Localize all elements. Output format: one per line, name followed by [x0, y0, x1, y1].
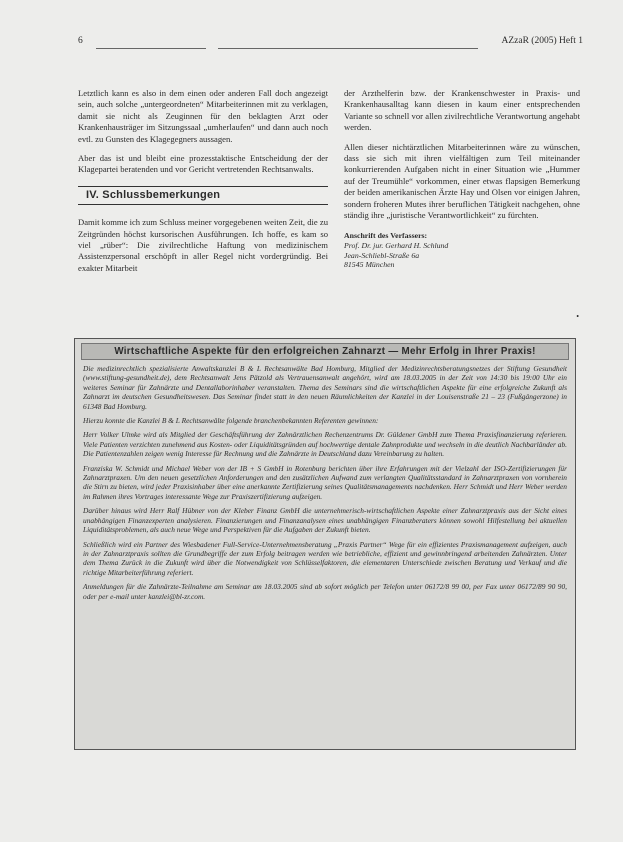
end-mark: •: [576, 312, 579, 321]
box-body: [75, 364, 575, 601]
page-number: 6: [78, 36, 83, 46]
author-name: Prof. Dr. jur. Gerhard H. Schlund: [344, 241, 449, 251]
box-title: Wirtschaftliche Aspekte für den erfolgreichen Zahnarzt — Mehr Erfolg in Ihrer Praxis!: [81, 343, 569, 360]
author-street: Jean-Schliebl-Straße 6a: [344, 250, 420, 260]
address-label: Anschrift des Verfassers:: [344, 231, 428, 241]
right-paragraph-2: Allen dieser nichtärztlichen Mitarbeiterinnen wäre zu wünschen, dass sie sich mit ihren vielfältigen zum Teil miteinander konkurrierenden Aufgaben nicht in einer Situation wie „Hummer auf der Treumühle“ vorkommen, einer etwas flapsigen Bemerkung der beiden amerikanischen Ärzte Hay und Olsen vor einigen Jahren, sondern froheren Mutes ihrer beruflichen Tätigkeit nachgehen, ohne ständig ihre „juristische Verantwortlichkeit“ zu fürchten.: [344, 141, 580, 221]
right-paragraph-1: der Arzthelferin bzw. der Krankenschwester in Praxis- und Krankenhausalltag kann diesen in kaum einer entsprechenden Variante so schnell vor allen zivilrechtliche Verantwortung angehabt werden.: [344, 88, 580, 133]
box-paragraph-1: Die medizinrechtlich spezialisierte Anwaltskanzlei B & L Rechtsanwälte Bad Homburg, Mitglied der Medizinrechtsberatungsnetzes der Stiftung Gesundheit (www.stiftung-gesundheit.de), dem Rechtsanwalt Jens Pätzold als Vertrauensanwalt angehört, wird am 18.03.2005 in der Zeit von 14:30 bis 19:00 Uhr ein weiteres Seminar für Zahnärzte und Dentallaborinhaber veranstalten. Thema des Seminars sind die wirtschaftlichen Aspekte für eine erfolgreiche Zukunft als Zahnarzt im deutschen Gesundheitswesen. Das Seminar findet statt in den neuen Räumlichkeiten der Kanzlei in der Louisenstraße 21 – 23 (Fußgängerzone) in 61348 Bad Homburg.: [83, 364, 567, 411]
closing-paragraph: Damit komme ich zum Schluss meiner vorgegebenen weiten Zeit, die zu Zeitgründen höchst kursorischen Ausführungen. Ich hoffe, es kam so viel „rüber“: Die zivilrechtliche Haftung von medizinischem Assistenzpersonal erschöpft in aller Regel nicht vordergründig. Bei exakter Mitarbeit: [78, 217, 328, 273]
left-paragraph-2: Aber das ist und bleibt eine prozesstaktische Entscheidung der der Klagepartei beratenden und vor Gericht vertretenden Rechtsanwalts.: [78, 153, 328, 175]
journal-reference: AZzaR (2005) Heft 1: [501, 36, 583, 46]
right-column: [344, 88, 580, 270]
header-rule-center: [218, 48, 478, 49]
header-rule-left: [96, 48, 206, 49]
box-paragraph-5: Darüber hinaus wird Herr Ralf Hübner von der Kleber Finanz GmbH die unternehmerisch-wirtschaftlichen Aspekte einer Zahnarztpraxis aus der Sicht eines unabhängigen Finanzexperten analysieren. Finanzierungen und Finanzanalysen eines unabhängigen Finanzberaters können sowohl Hilfestellung bei aktuellen Liquiditätsproblemen, als auch neue Wege und Perspektiven für die Aufgaben der Zukunft bieten.: [83, 506, 567, 535]
page-header: [78, 36, 583, 50]
box-paragraph-2: Hierzu konnte die Kanzlei B & L Rechtsanwälte folgende branchenbekannten Referenten gewinnen:: [83, 416, 379, 426]
seminar-announcement-box: [74, 338, 576, 750]
box-paragraph-7: Anmeldungen für die Zahnärzte-Teilnahme am Seminar am 18.03.2005 sind ab sofort möglich per Telefon unter 06172/8 99 00, per Fax unter 06172/89 90 90, oder per e-mail unter kanzlei@bl-zr.com.: [83, 582, 567, 601]
box-paragraph-6: Schließlich wird ein Partner des Wiesbadener Full-Service-Unternehmensberatung „Praxis Partner“ Wege für ein effizientes Praxismanagement aufzeigen, auch in der Zahnarztpraxis sollten die Grundbegriffe der zum Erfolg beitragen werden wie betriebliche, effizient und gewinnbringend arbeitenden Zahnärzten. Unter dem Thema Zurück in die Zukunft wird über die Notwendigkeit von Schlüsselfaktoren, die elementaren Unterschiede zwischen Beratung und Verkauf und die richtige Mitarbeiterführung referiert.: [83, 539, 567, 577]
author-city: 81545 München: [344, 260, 395, 270]
box-paragraph-3: Herr Volker Ulmke wird als Mitglied der Geschäftsführung der Zahnärztlichen Rechenzentrums Dr. Güldener GmbH zum Thema Praxisfinanzierung referieren. Viele Patienten verzichten zunehmend aus Kosten- oder Liquiditätsgründen auf hochwertige dentale Zahnprodukte und wechseln in die deutlich Nachbarländer ab. Die Patientenzahlen zeigen wenig Interesse für Rechnung und die Zahnärzte in Deutschland dazu Vereinbarung zu halten.: [83, 430, 567, 459]
left-paragraph-1: Letztlich kann es also in dem einen oder anderen Fall doch angezeigt sein, auch solche „untergeordneten“ Mitarbeiterinnen mit zu verklagen, damit sie nicht als Zeuginnen für den beklagten Arzt oder Krankenhausträger im Sitzungssaal „umherlaufen“ und dann auch noch evtl. zu Gunsten des Klagegegners aussagen.: [78, 88, 328, 144]
section-heading: IV. Schlussbemerkungen: [78, 186, 328, 205]
author-address: [344, 231, 580, 269]
left-column: [78, 88, 328, 282]
box-paragraph-4: Franziska W. Schmidt und Michael Weber von der IB + S GmbH in Rotenburg berichten über ihre Erfahrungen mit der Vielzahl der ISO-Zertifizierungen für Zahnarztpraxen. Um den neuen gesetzlichen Anforderungen und den zusätzlichen Aufwand zum verlangten Qualitätsstandard in Zahnarztpraxen von vornherein die Stirn zu bieten, wird jeder Praxisinhaber über eine anerkannte Zertifizierung seines Qualitätsmanagements nachdenken. Herr Schmidt und Herr Weber werden im Rahmen ihres Vortrages interessante Wege zur Praxiszertifizierung aufzeigen.: [83, 463, 567, 501]
